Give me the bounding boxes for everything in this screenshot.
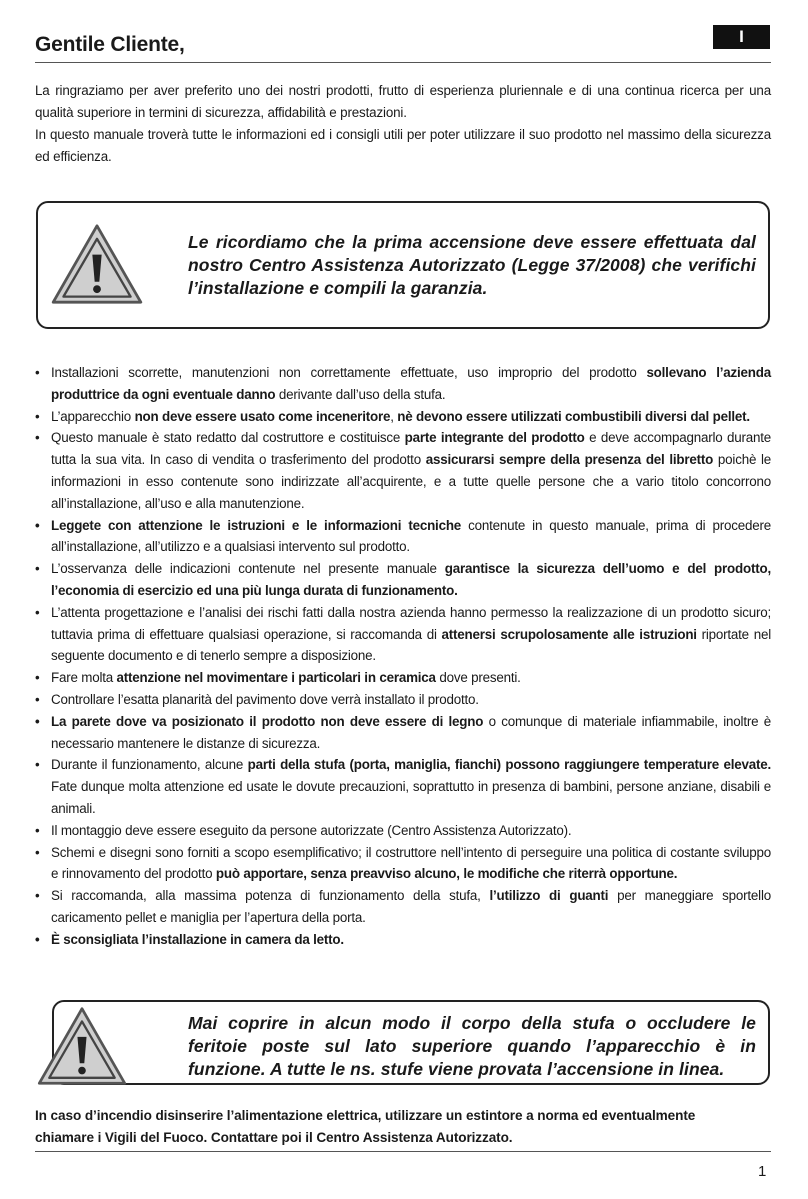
title-divider [35, 62, 771, 63]
bullet-text: Questo manuale è stato redatto dal costruttore e costituisce [51, 430, 405, 446]
bullet-text: e deve accompagnarlo durante tutta la sua vita. In caso di vendita o trasferimento del prodotto [51, 430, 771, 468]
bullet-emphasis: assicurarsi sempre della presenza del libretto [425, 452, 714, 468]
bullet-item [35, 427, 771, 514]
bullet-item [35, 602, 771, 667]
warning-text: Le ricordiamo che la prima accensione deve essere effettuata dal nostro Centro Assistenza Autorizzato (Legge 37/2008) che verifichi l’installazione e compili la garanzia. [188, 232, 756, 298]
bullet-item [35, 842, 771, 886]
bullet-text: , [390, 408, 398, 424]
bullet-text: Controllare l’esatta planarità del pavimento dove verrà installato il prodotto. [51, 691, 479, 707]
bullet-item [35, 406, 771, 428]
bullet-emphasis: parte integrante del prodotto [404, 430, 585, 446]
bullet-item [35, 515, 771, 559]
bullet-text: riportate nel seguente documento e di tenerlo sempre a disposizione. [51, 626, 771, 664]
bullet-emphasis: parti della stufa (porta, maniglia, fianchi) possono raggiungere temperature elevate. [247, 757, 771, 773]
bullet-text: Schemi e disegni sono forniti a scopo esemplificativo; il costruttore nell’intento di perseguire una politica di costante sviluppo e rinnovamento del prodotto [51, 844, 771, 882]
footer-divider [35, 1151, 771, 1152]
bullet-item [35, 929, 771, 951]
intro-section [35, 80, 771, 168]
bullet-item [35, 667, 771, 689]
bullet-text: Durante il funzionamento, alcune [51, 757, 248, 773]
warning-triangle-icon [50, 223, 144, 305]
bullet-item [35, 689, 771, 711]
bullet-emphasis: può apportare, senza preavviso alcuno, le modifiche che riterrà opportune. [215, 866, 678, 882]
page-number: 1 [758, 1163, 767, 1180]
fire-note-line: chiamare i Vigili del Fuoco. Contattare poi il Centro Assistenza Autorizzato. [35, 1130, 513, 1145]
bullet-item [35, 711, 771, 755]
bullet-text: poichè le informazioni in esso contenute sono indirizzate all’acquirente, e a tutte quelle persone che a vario titolo concorrono all’installazione, all’uso e alla manutenzione. [51, 452, 771, 511]
warning-text: Mai coprire in alcun modo il corpo della stufa o occludere le feritoie poste sul lato superiore quando l’apparecchio è in funzione. A tutte le ns. stufe viene provata l’accensione in linea. [188, 1013, 756, 1079]
bullet-emphasis: La parete dove va posizionato il prodotto non deve essere di legno [51, 713, 484, 729]
intro-paragraph: In questo manuale troverà tutte le informazioni ed i consigli utili per poter utilizzare il suo prodotto nel massimo della sicurezza ed efficienza. [35, 127, 771, 164]
bullet-text: Il montaggio deve essere eseguito da persone autorizzate (Centro Assistenza Autorizzato). [51, 822, 572, 838]
warning-triangle-icon [36, 1006, 128, 1086]
bullet-text: L’osservanza delle indicazioni contenute nel presente manuale [51, 561, 445, 577]
language-badge: I [713, 25, 770, 49]
bullet-text: Fate dunque molta attenzione ed usate le dovute precauzioni, soprattutto in presenza di bambini, persone anziane, disabili e animali. [51, 779, 771, 816]
page-title: Gentile Cliente, [35, 33, 185, 56]
bullet-text: L’apparecchio [51, 408, 135, 424]
bullet-item [35, 820, 771, 842]
bullet-text: dove presenti. [435, 670, 521, 686]
intro-paragraph: La ringraziamo per aver preferito uno dei nostri prodotti, frutto di esperienza pluriennale e di una continua ricerca per una qualità superiore in termini di sicurezza, affidabilità e prestazioni. [35, 83, 771, 120]
bullet-emphasis: È sconsigliata l’installazione in camera da letto. [51, 931, 344, 947]
bullet-item [35, 885, 771, 929]
fire-note-line: In caso d’incendio disinserire l’alimentazione elettrica, utilizzare un estintore a norma ed eventualmente [35, 1108, 696, 1123]
bullet-text: Si raccomanda, alla massima potenza di funzionamento della stufa, [51, 888, 490, 904]
bullet-text: Installazioni scorrette, manutenzioni non correttamente effettuate, uso improprio del prodotto [51, 365, 647, 380]
bullet-text: Fare molta [51, 670, 117, 686]
bullet-emphasis: nè devono essere utilizzati combustibili diversi dal pellet. [397, 408, 750, 424]
bullet-emphasis: l’utilizzo di guanti [489, 888, 609, 904]
bullet-emphasis: sollevano l’azienda produttrice da ogni eventuale danno [51, 365, 771, 402]
bullet-item [35, 362, 771, 406]
bullet-emphasis: attenersi scrupolosamente alle istruzioni [441, 626, 697, 642]
bullet-text: contenute in questo manuale, prima di procedere all’installazione, all’utilizzo e a qualsiasi intervento sul prodotto. [51, 517, 771, 555]
bullet-text: L’attenta progettazione e l’analisi dei rischi fatti dalla nostra azienda hanno permesso la realizzazione di un prodotto sicuro; tuttavia prima di effettuare qualsiasi operazione, si raccomanda di [51, 604, 771, 642]
warning-box-first-ignition [36, 201, 770, 329]
warning-box-vents [52, 1000, 770, 1085]
bullet-item [35, 754, 771, 819]
bullet-emphasis: attenzione nel movimentare i particolari in ceramica [116, 670, 436, 686]
bullet-emphasis: Leggete con attenzione le istruzioni e le informazioni tecniche [51, 517, 462, 533]
fire-emergency-note [35, 1105, 775, 1149]
bullet-item [35, 558, 771, 602]
safety-bullet-list [35, 362, 771, 951]
bullet-text: o comunque di materiale infiammabile, inoltre è necessario mantenere le distanze di sicurezza. [51, 713, 771, 751]
bullet-text: derivante dall’uso della stufa. [275, 386, 446, 402]
bullet-text: per maneggiare sportello caricamento pellet e maniglia per l’apertura della porta. [51, 888, 771, 925]
bullet-emphasis: non deve essere usato come inceneritore [134, 408, 391, 424]
bullet-emphasis: garantisce la sicurezza dell’uomo e del prodotto, l’economia di esercizio ed una più lunga durata di funzionamento. [51, 561, 771, 598]
